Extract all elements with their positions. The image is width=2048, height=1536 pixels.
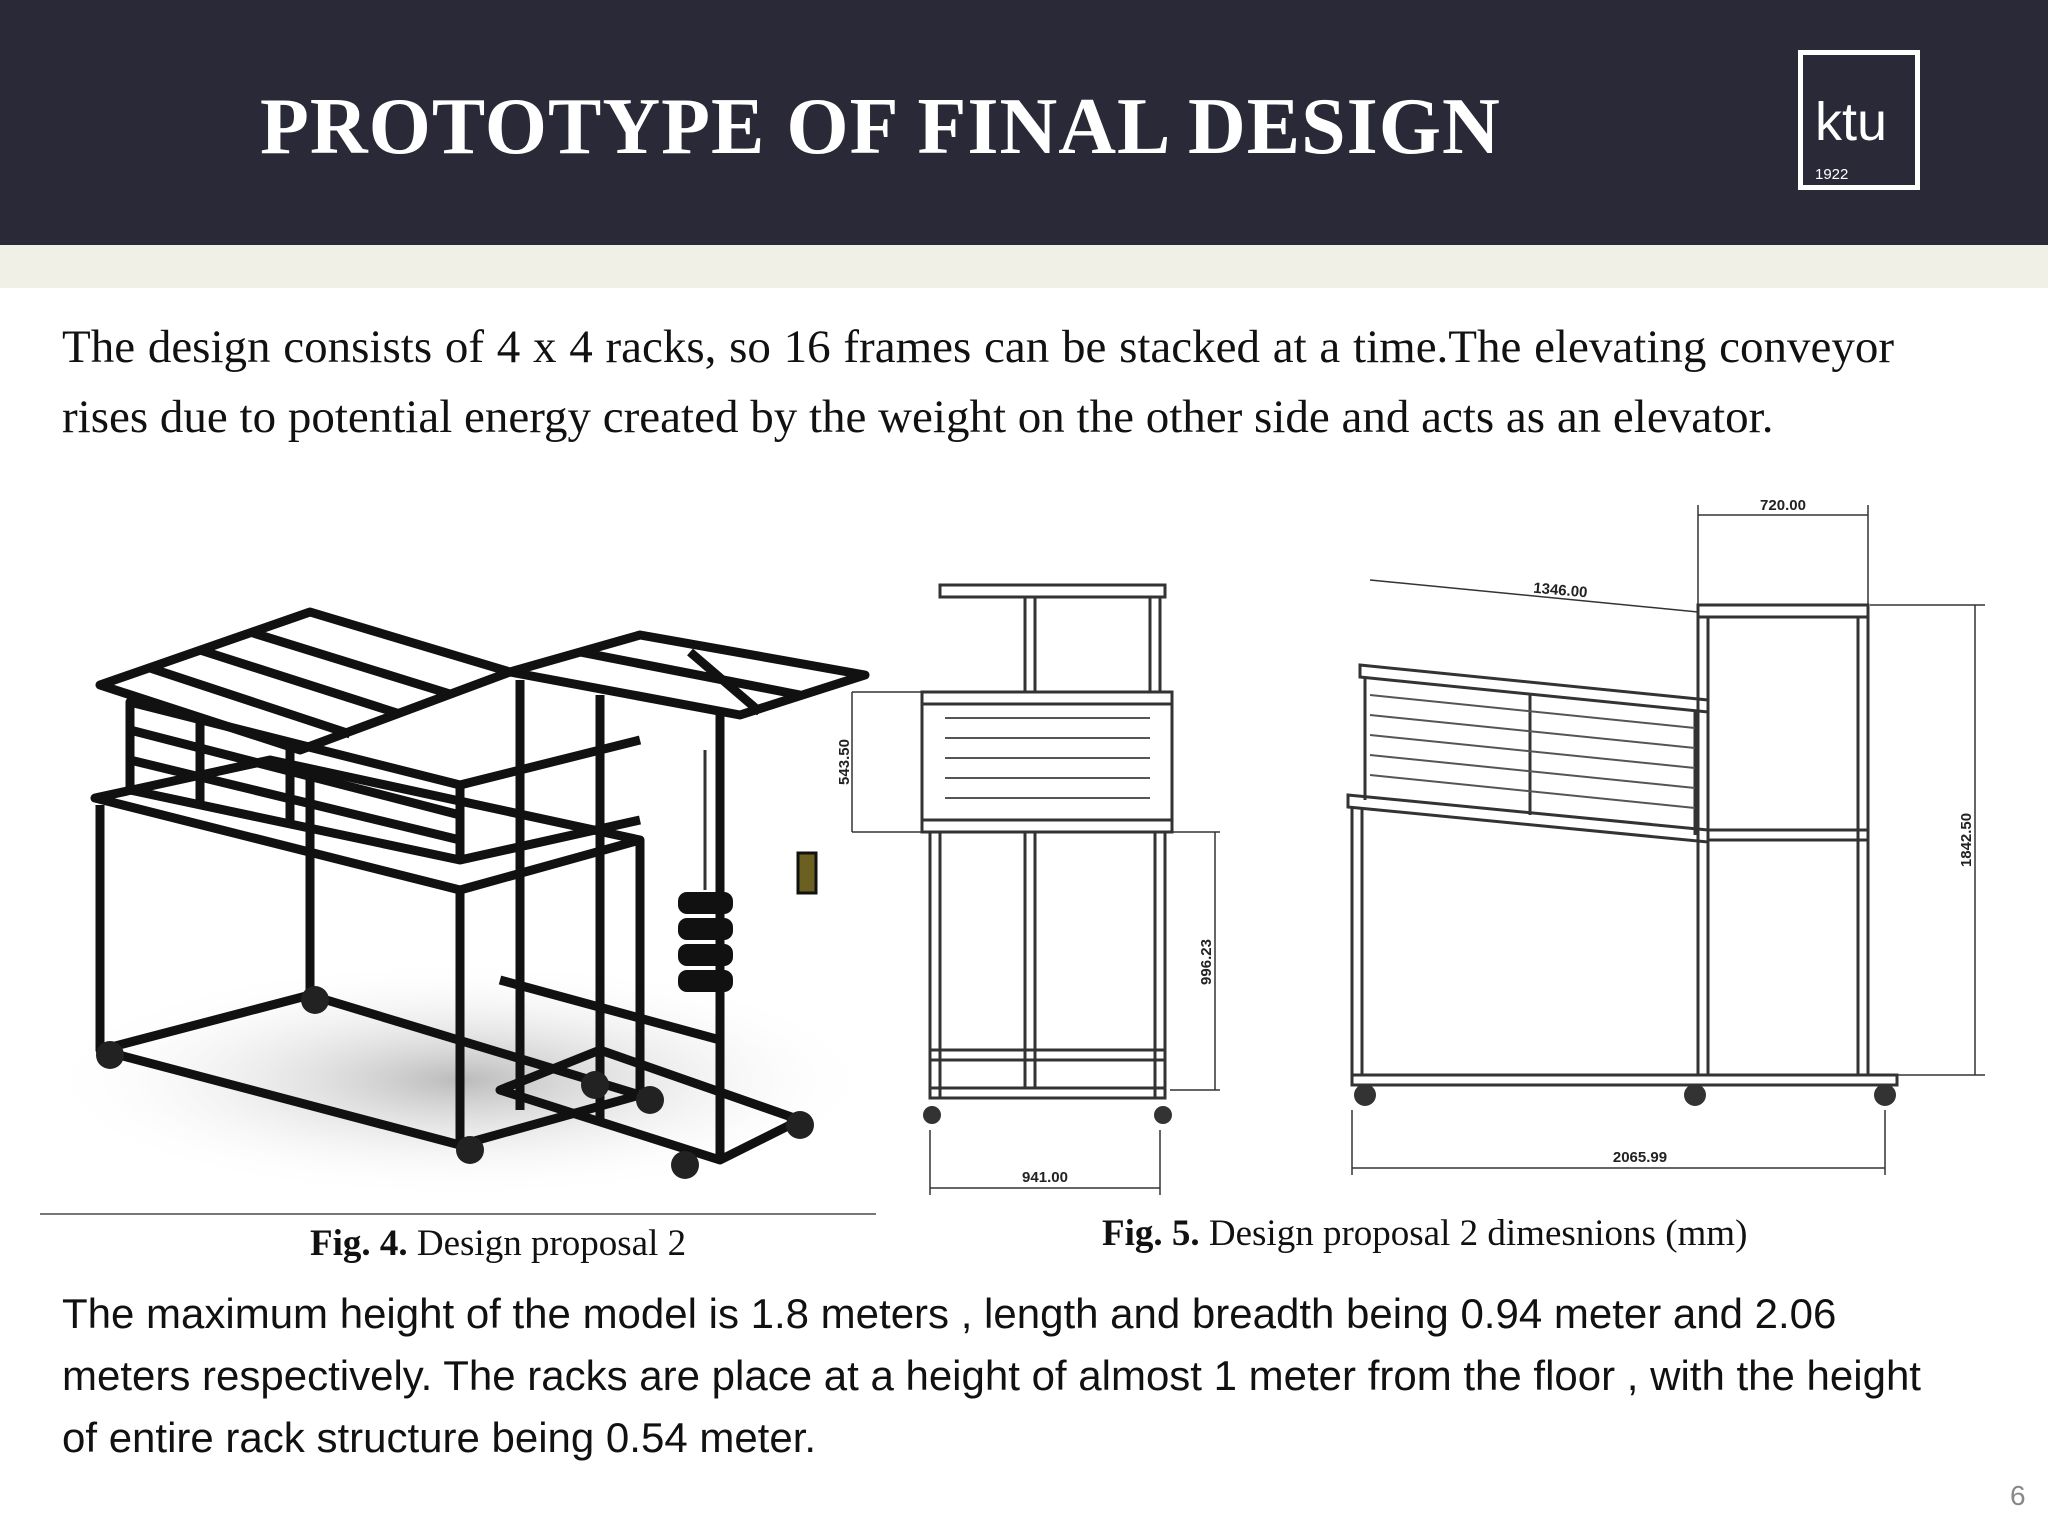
fig4-caption-text: Design proposal 2 bbox=[416, 1223, 687, 1264]
fig5-front-view bbox=[1330, 490, 2010, 1190]
page-title: PROTOTYPE OF FINAL DESIGN bbox=[260, 83, 1501, 171]
dim-total-length: 2065.99 bbox=[1612, 1149, 1668, 1166]
logo-year: 1922 bbox=[1815, 166, 1849, 183]
ktu-logo bbox=[1798, 50, 1920, 190]
fig5-label: Fig. 5. bbox=[1102, 1213, 1200, 1254]
fig4-render bbox=[40, 600, 876, 1212]
dim-side-width: 941.00 bbox=[1022, 1169, 1068, 1186]
intro-paragraph: The design consists of 4 x 4 racks, so 16 frames can be stacked at a time.The elevating conveyor rises due to potential energy created by the weight on the other side and acts as an elevator. bbox=[62, 321, 1894, 443]
logo-text: ktu bbox=[1815, 92, 1888, 152]
dim-side-floor: 996.23 bbox=[1198, 939, 1215, 985]
dim-rack-length: 1346.00 bbox=[1532, 579, 1589, 602]
dim-side-height: 543.50 bbox=[836, 739, 853, 785]
fig5-caption-text: Design proposal 2 dimesnions (mm) bbox=[1208, 1213, 1748, 1254]
header-strip bbox=[0, 245, 2048, 288]
fig4-label: Fig. 4. bbox=[310, 1223, 408, 1264]
dim-top-width: 720.00 bbox=[1760, 497, 1806, 514]
fig5-side-view bbox=[830, 570, 1250, 1200]
fig4-rule bbox=[40, 1213, 876, 1215]
dim-total-height: 1842.50 bbox=[1958, 812, 1975, 868]
fig4-caption bbox=[310, 1222, 686, 1265]
page-number: 6 bbox=[2010, 1480, 2026, 1511]
fig5-caption bbox=[1102, 1212, 1747, 1255]
summary-paragraph: The maximum height of the model is 1.8 meters , length and breadth being 0.94 meter and 2.06 meters respectively. The racks are place at a height of almost 1 meter from the floor , with the height of entire rack structure being 0.54 meter. bbox=[62, 1290, 1921, 1461]
